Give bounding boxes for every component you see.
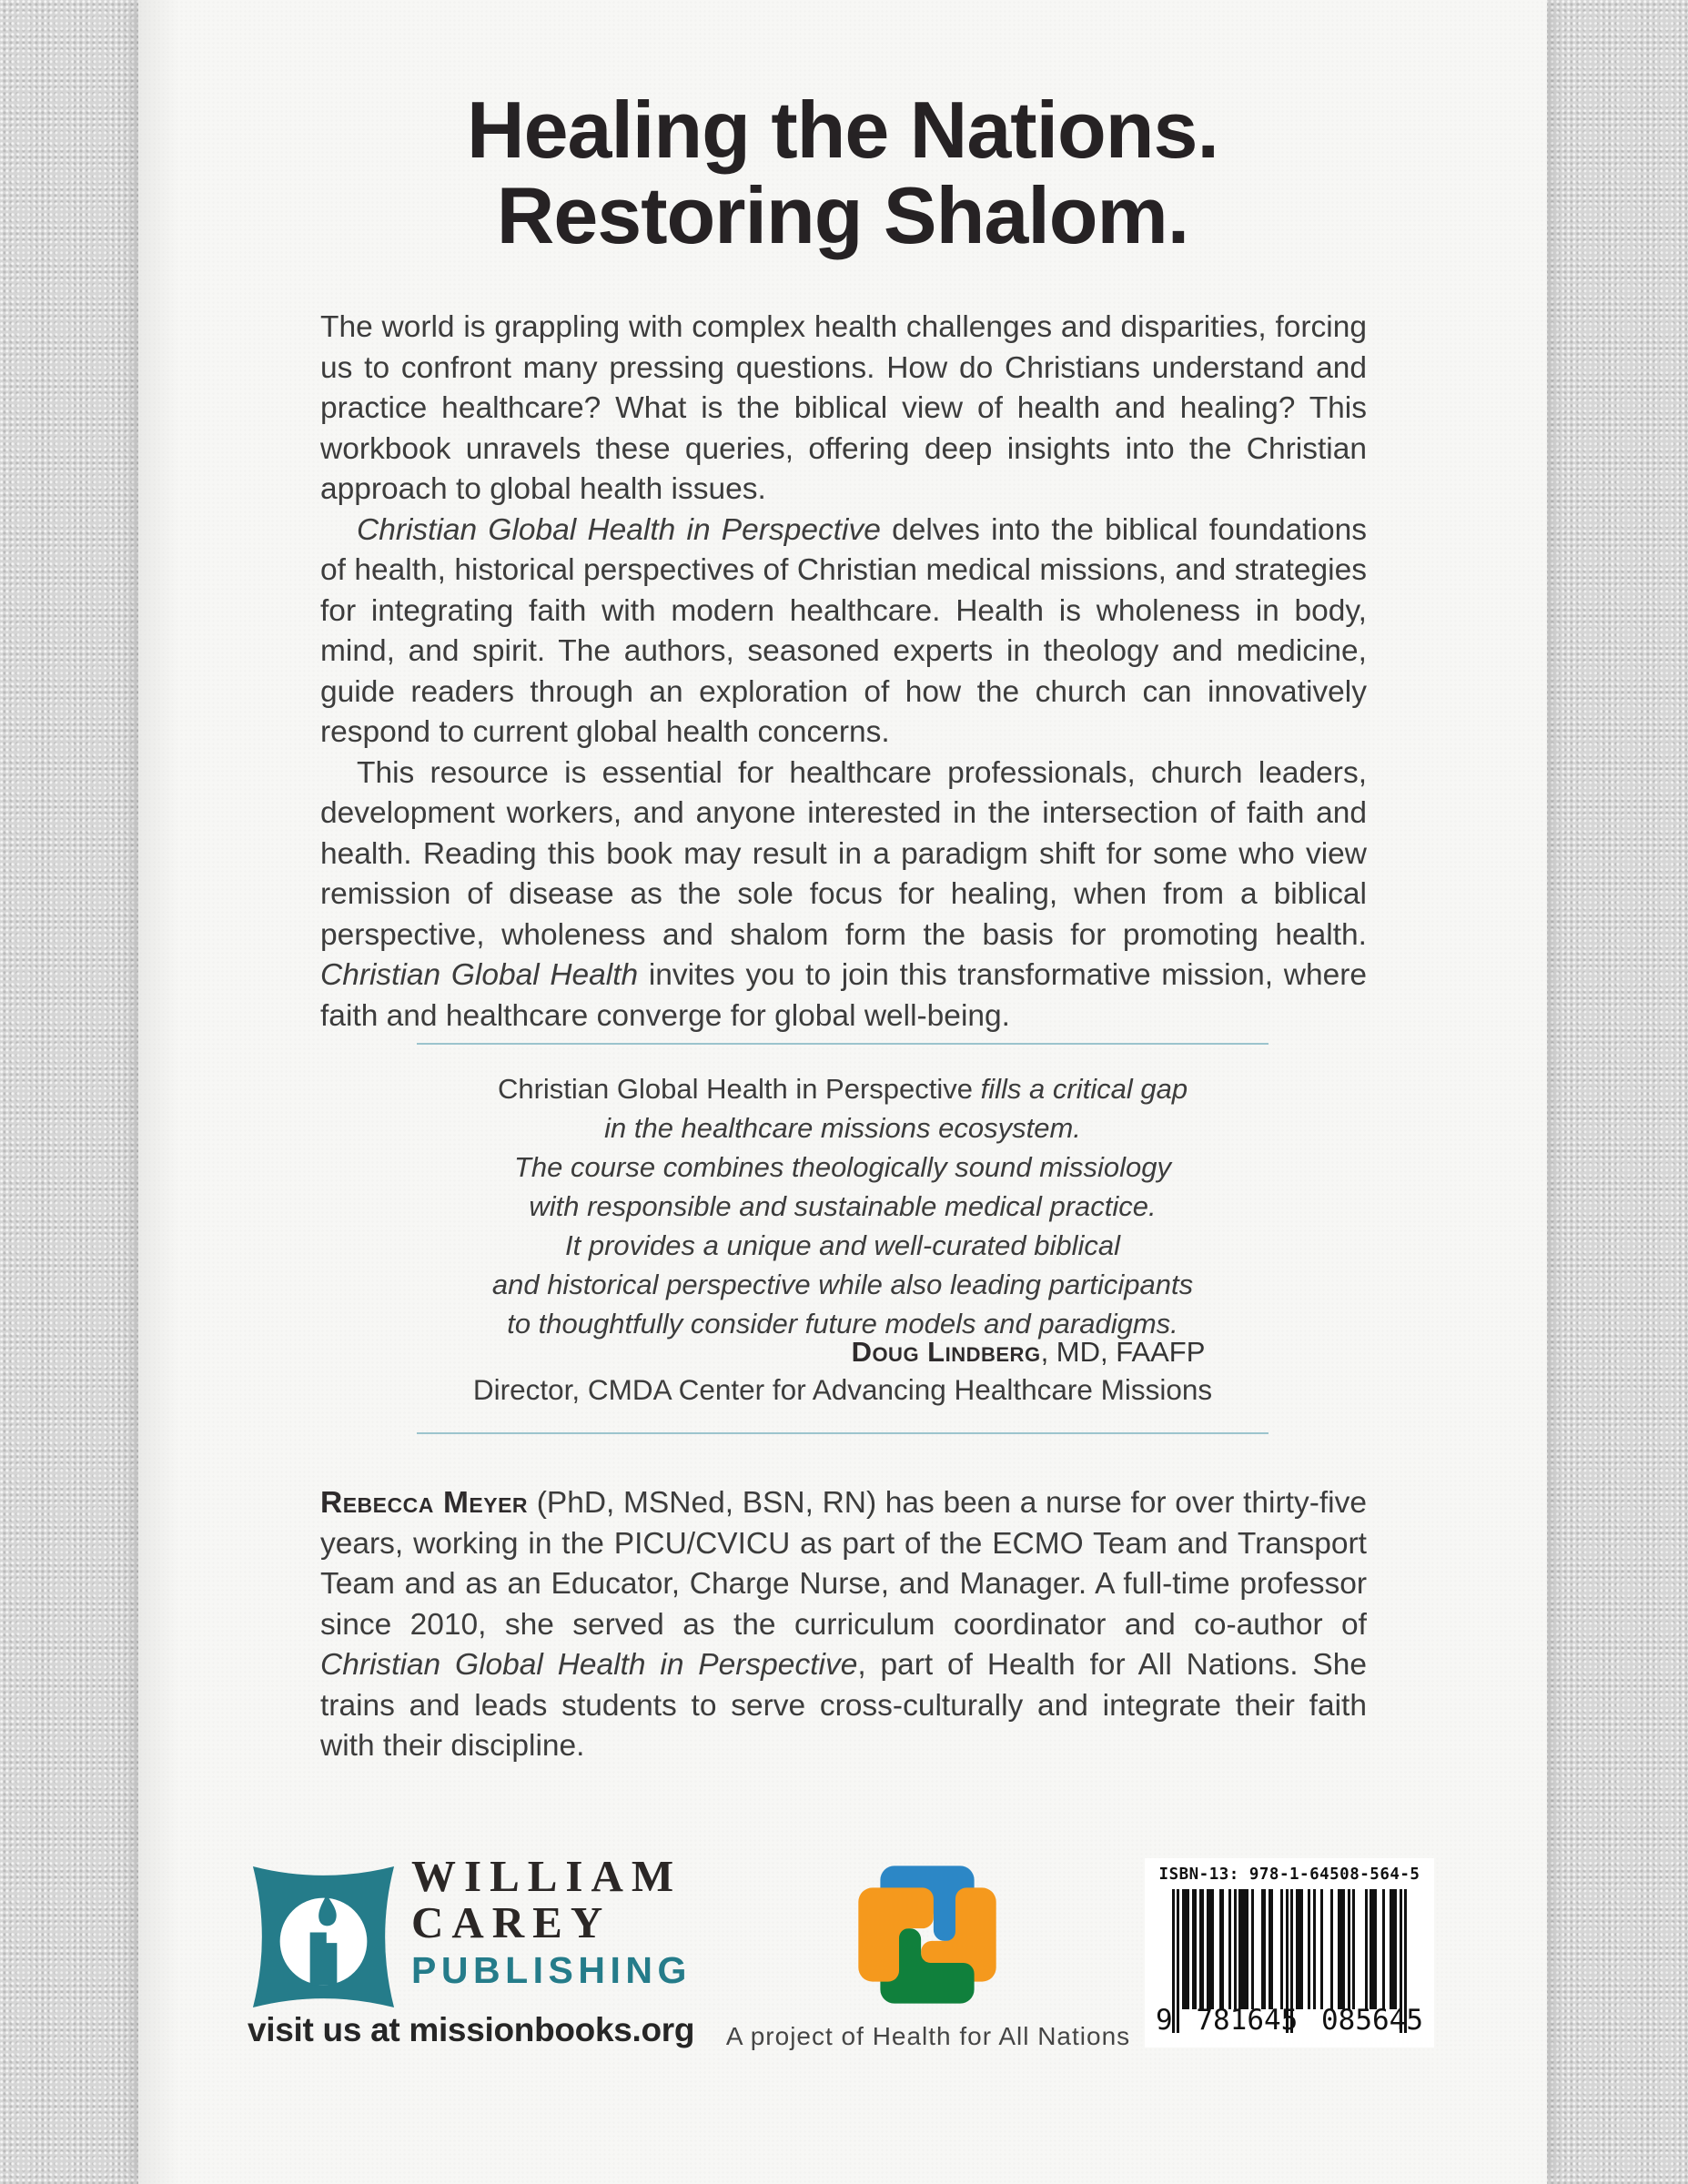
text-segment: Doug Lindberg (851, 1336, 1041, 1368)
barcode-bar (1370, 1889, 1377, 2009)
publisher-name-william: WILLIAM (411, 1851, 682, 1901)
endorser-name (275, 1336, 1410, 1369)
back-cover-page (138, 0, 1547, 2184)
intro-paragraph-3 (320, 753, 1367, 1037)
text-segment: It provides a unique and well-curated biblical (564, 1229, 1121, 1261)
intro-paragraph-2 (320, 511, 1367, 753)
text-segment: to thoughtfully consider future models and paradigms. (507, 1308, 1178, 1340)
barcode-bar (1199, 1889, 1204, 2009)
barcode-bar (1382, 1889, 1385, 2009)
text-segment: delves into the biblical foundations of health, historical perspectives of Christian medical missions, and strategies for integrating faith with modern healthcare. Health is wholeness in body, mind, and spirit. The authors, seasoned experts in theology and medicine, guide readers through an exploration of how the church can innovatively respond to current global health concerns. (320, 512, 1368, 749)
endorser-title: Director, CMDA Center for Advancing Healthcare Missions (472, 1373, 1213, 1406)
barcode-bar (1320, 1889, 1323, 2009)
health-for-all-nations-cross-icon (849, 1856, 1006, 2013)
endorsement-line (275, 1148, 1410, 1187)
william-carey-candle-icon (248, 1862, 399, 2012)
barcode-bar (1313, 1889, 1316, 2009)
barcode-bar (1269, 1889, 1273, 2009)
intro-copy (320, 308, 1367, 1036)
text-segment: and historical perspective while also leading participants (491, 1269, 1194, 1300)
endorsement-line (275, 1069, 1410, 1108)
publisher-name-carey: CAREY (411, 1897, 612, 1947)
isbn-label: ISBN-13: 978-1-64508-564-5 (1158, 1866, 1420, 1884)
headline-line-2: Restoring Shalom. (496, 170, 1189, 260)
barcode-digits (1156, 2004, 1423, 2037)
text-segment: Rebecca Meyer (320, 1486, 529, 1520)
divider-bottom (417, 1432, 1269, 1434)
barcode-bar (1234, 1889, 1237, 2009)
text-segment: , part of Health for All Nations. She trains and leads students to serve cross-culturally and integrate their faith with their discipline. (320, 1648, 1368, 1763)
barcode-bar (1219, 1889, 1224, 2009)
endorsement-line (275, 1187, 1410, 1226)
barcode-bar (1352, 1889, 1355, 2009)
text-segment: Christian Global Health in Perspective (320, 1648, 858, 1682)
text-segment: Christian Global Health (320, 958, 639, 992)
barcode-bar (1182, 1889, 1189, 2009)
text-segment: invites you to join this transformative mission, where faith and healthcare converge for global well-being. (320, 958, 1367, 1033)
barcode-bar (1280, 1889, 1283, 2009)
text-segment: This resource is essential for healthcare professionals, church leaders, development workers, and anyone interested in the intersection of faith and health. Reading this book may result in a paradigm shift for some who view remission of disease as the sole focus for healing, when from a biblical perspective, wholeness and shalom form the basis for promoting health. (320, 755, 1367, 952)
headline-line-1: Healing the Nations. (467, 85, 1218, 175)
text-segment: (PhD, MSNed, BSN, RN) has been a nurse for over thirty-five years, working in the PICU/CVICU as part of the ECMO Team and Transport Team and as an Educator, Charge Nurse, and Manager. A full-time professor since 2010, she served as the curriculum coordinator and co-author of (320, 1486, 1367, 1642)
endorsement-line (275, 1265, 1410, 1304)
pillow-candle-icon (248, 1862, 399, 2012)
barcode-digit-group-2: 781645 (1196, 2004, 1299, 2037)
barcode-bar (1348, 1889, 1350, 2009)
text-segment: The world is grappling with complex health challenges and disparities, forcing us to confront many pressing questions. How do Christians understand and practice healthcare? What is the biblical view of health and healing? This workbook unravels these queries, offering deep insights into the Christian approach to global health issues. (320, 310, 1367, 506)
text-segment: fills a critical gap (980, 1073, 1188, 1105)
hfan-caption: A project of Health for All Nations (725, 2022, 1131, 2050)
divider-top (417, 1043, 1269, 1045)
barcode-bar (1192, 1889, 1197, 2009)
endorsement-quote (275, 1069, 1410, 1343)
intro-paragraph-1 (320, 308, 1367, 511)
barcode-bar (1238, 1889, 1248, 2009)
barcode-bar (1365, 1889, 1368, 2009)
isbn-barcode (1145, 1858, 1434, 2048)
barcode-digit-group-1: 9 (1156, 2004, 1173, 2037)
barcode-bar (1296, 1889, 1303, 2009)
barcode-bar (1330, 1889, 1333, 2009)
author-bio-paragraph (320, 1483, 1367, 1767)
headline (138, 87, 1547, 258)
publisher-name-publishing: PUBLISHING (411, 1949, 692, 1991)
barcode-bar (1261, 1889, 1266, 2009)
endorsement-line (275, 1226, 1410, 1265)
text-segment: The course combines theologically sound missiology (514, 1151, 1171, 1183)
barcode-bar (1390, 1889, 1397, 2009)
text-segment: with responsible and sustainable medical practice. (529, 1190, 1157, 1222)
barcode-digit-group-3: 085645 (1321, 2004, 1423, 2037)
barcode-bar (1228, 1889, 1231, 2009)
publisher-tagline: visit us at missionbooks.org (248, 2011, 695, 2048)
barcode-bar (1207, 1889, 1214, 2009)
barcode-bar (1338, 1889, 1345, 2009)
text-segment: Christian Global Health in Perspective (497, 1073, 981, 1105)
endorsement-line (275, 1108, 1410, 1148)
barcode-bar (1251, 1889, 1254, 2009)
text-segment: in the healthcare missions ecosystem. (604, 1112, 1081, 1144)
text-segment: Christian Global Health in Perspective (357, 512, 881, 547)
text-segment: , MD, FAAFP (1040, 1336, 1206, 1368)
barcode-bar (1308, 1889, 1310, 2009)
author-bio (320, 1483, 1367, 1767)
publisher-name (411, 1853, 848, 1991)
interlocking-cross-icon (849, 1856, 1006, 2013)
